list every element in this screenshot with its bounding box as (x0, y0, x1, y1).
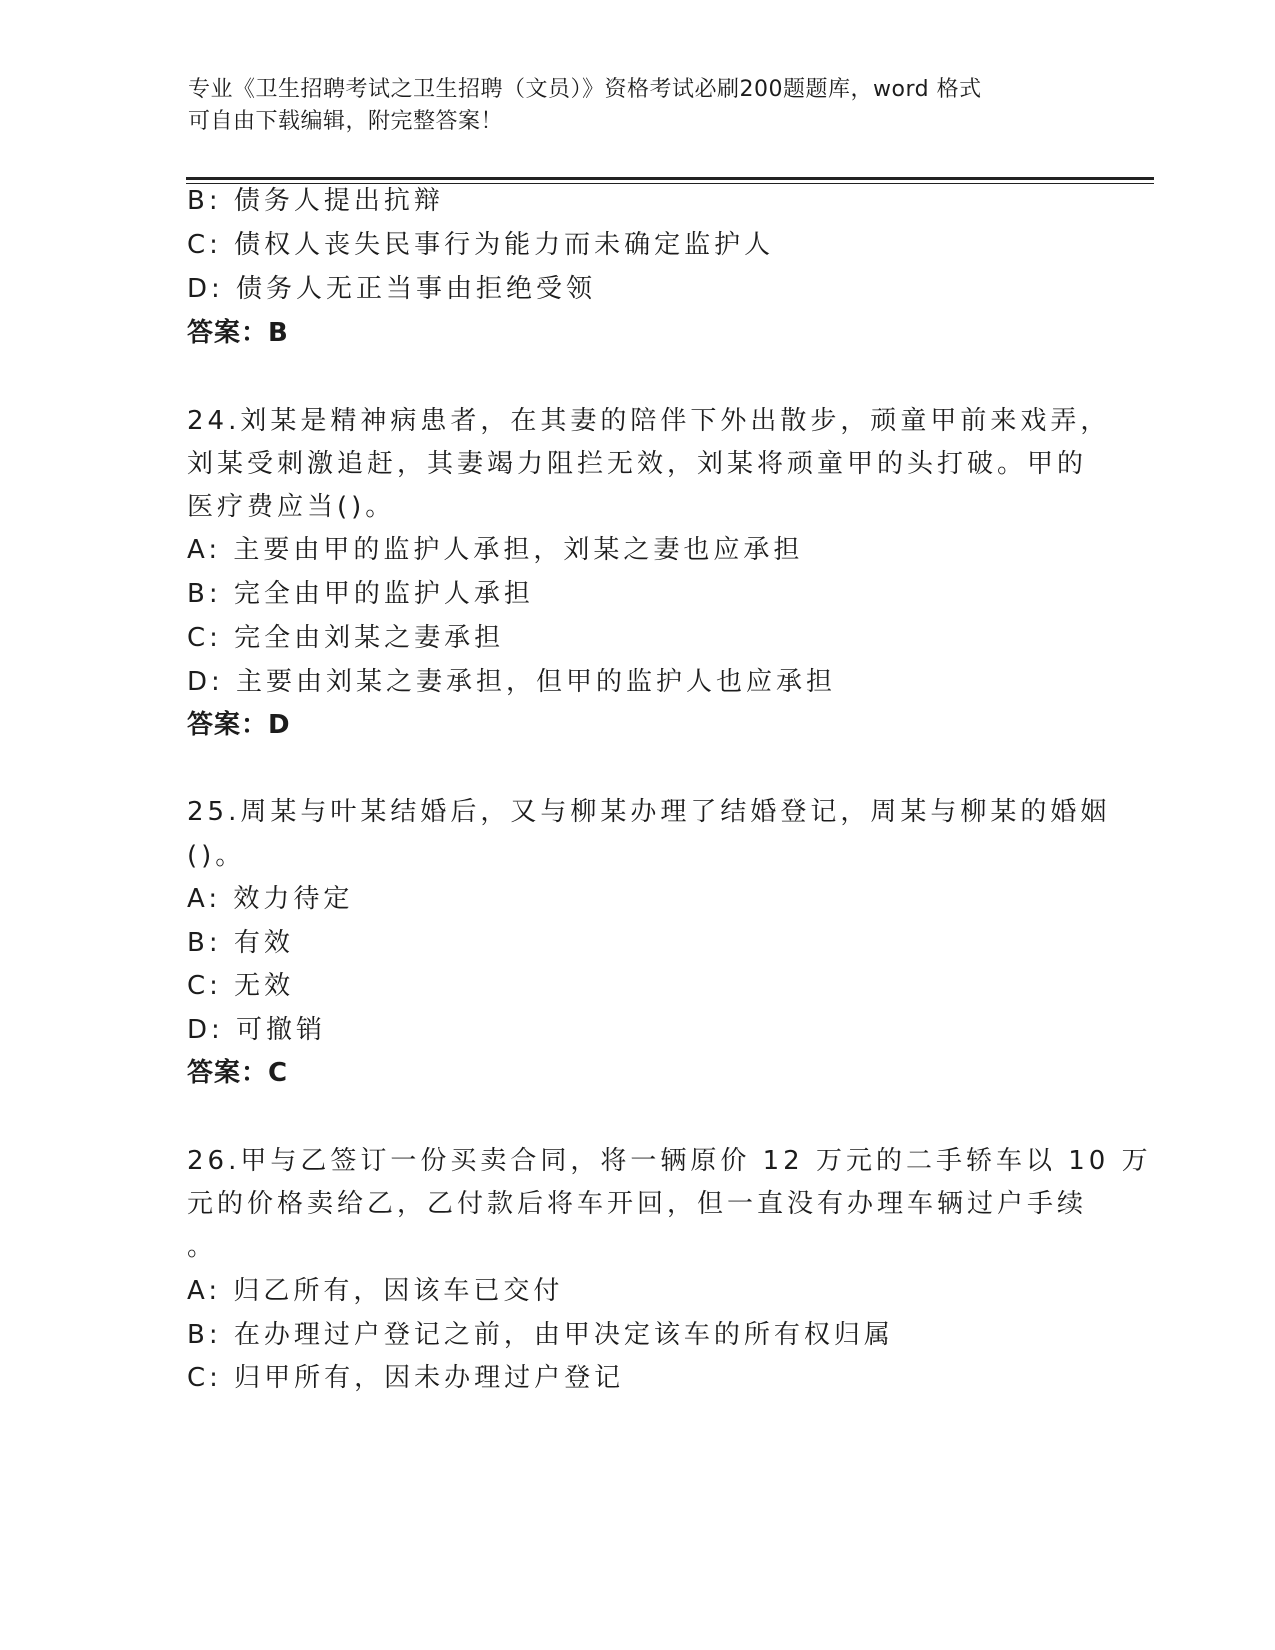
q26-stem-line-2: 元的价格卖给乙，乙付款后将车开回，但一直没有办理车辆过户手续 (187, 1189, 1088, 1219)
q25-answer: 答案：C (187, 1058, 289, 1088)
q23-option-c: C: 债权人丧失民事行为能力而未确定监护人 (187, 230, 775, 260)
q25-option-a: A: 效力待定 (187, 884, 354, 914)
q26-stem-line-3: 。 (187, 1232, 218, 1262)
q24-stem-line-2: 刘某受刺激追赶，其妻竭力阻拦无效，刘某将顽童甲的头打破。甲的 (187, 449, 1088, 479)
header-line-2: 可自由下载编辑，附完整答案！ (188, 109, 504, 134)
q24-option-d: D: 主要由刘某之妻承担，但甲的监护人也应承担 (187, 667, 837, 697)
q26-option-a: A: 归乙所有，因该车已交付 (187, 1276, 564, 1306)
q23-answer: 答案：B (187, 318, 289, 348)
header-rule-thin (186, 183, 1154, 184)
q26-stem-line-1: 26.甲与乙签订一份买卖合同，将一辆原价 12 万元的二手轿车以 10 万 (187, 1146, 1152, 1176)
header-line-1: 专业《卫生招聘考试之卫生招聘（文员）》资格考试必刷200题题库，word 格式 (188, 77, 982, 102)
q23-option-b: B: 债务人提出抗辩 (187, 186, 444, 216)
q24-stem-line-3: 医疗费应当()。 (187, 492, 396, 522)
q25-option-d: D: 可撤销 (187, 1015, 327, 1045)
q24-option-c: C: 完全由刘某之妻承担 (187, 623, 505, 653)
q26-option-b: B: 在办理过户登记之前，由甲决定该车的所有权归属 (187, 1320, 894, 1350)
q23-option-d: D: 债务人无正当事由拒绝受领 (187, 274, 597, 304)
header-rule-thick (186, 177, 1154, 180)
q25-option-c: C: 无效 (187, 971, 295, 1001)
q25-stem-line-1: 25.周某与叶某结婚后，又与柳某办理了结婚登记，周某与柳某的婚姻 (187, 797, 1111, 827)
q24-stem-line-1: 24.刘某是精神病患者，在其妻的陪伴下外出散步，顽童甲前来戏弄， (187, 406, 1111, 436)
q26-option-c: C: 归甲所有，因未办理过户登记 (187, 1363, 625, 1393)
document-header (188, 74, 1068, 138)
q24-option-b: B: 完全由甲的监护人承担 (187, 579, 534, 609)
q25-option-b: B: 有效 (187, 928, 294, 958)
q25-stem-line-2: ()。 (187, 841, 246, 871)
q24-answer: 答案：D (187, 710, 291, 740)
q24-option-a: A: 主要由甲的监护人承担，刘某之妻也应承担 (187, 535, 804, 565)
